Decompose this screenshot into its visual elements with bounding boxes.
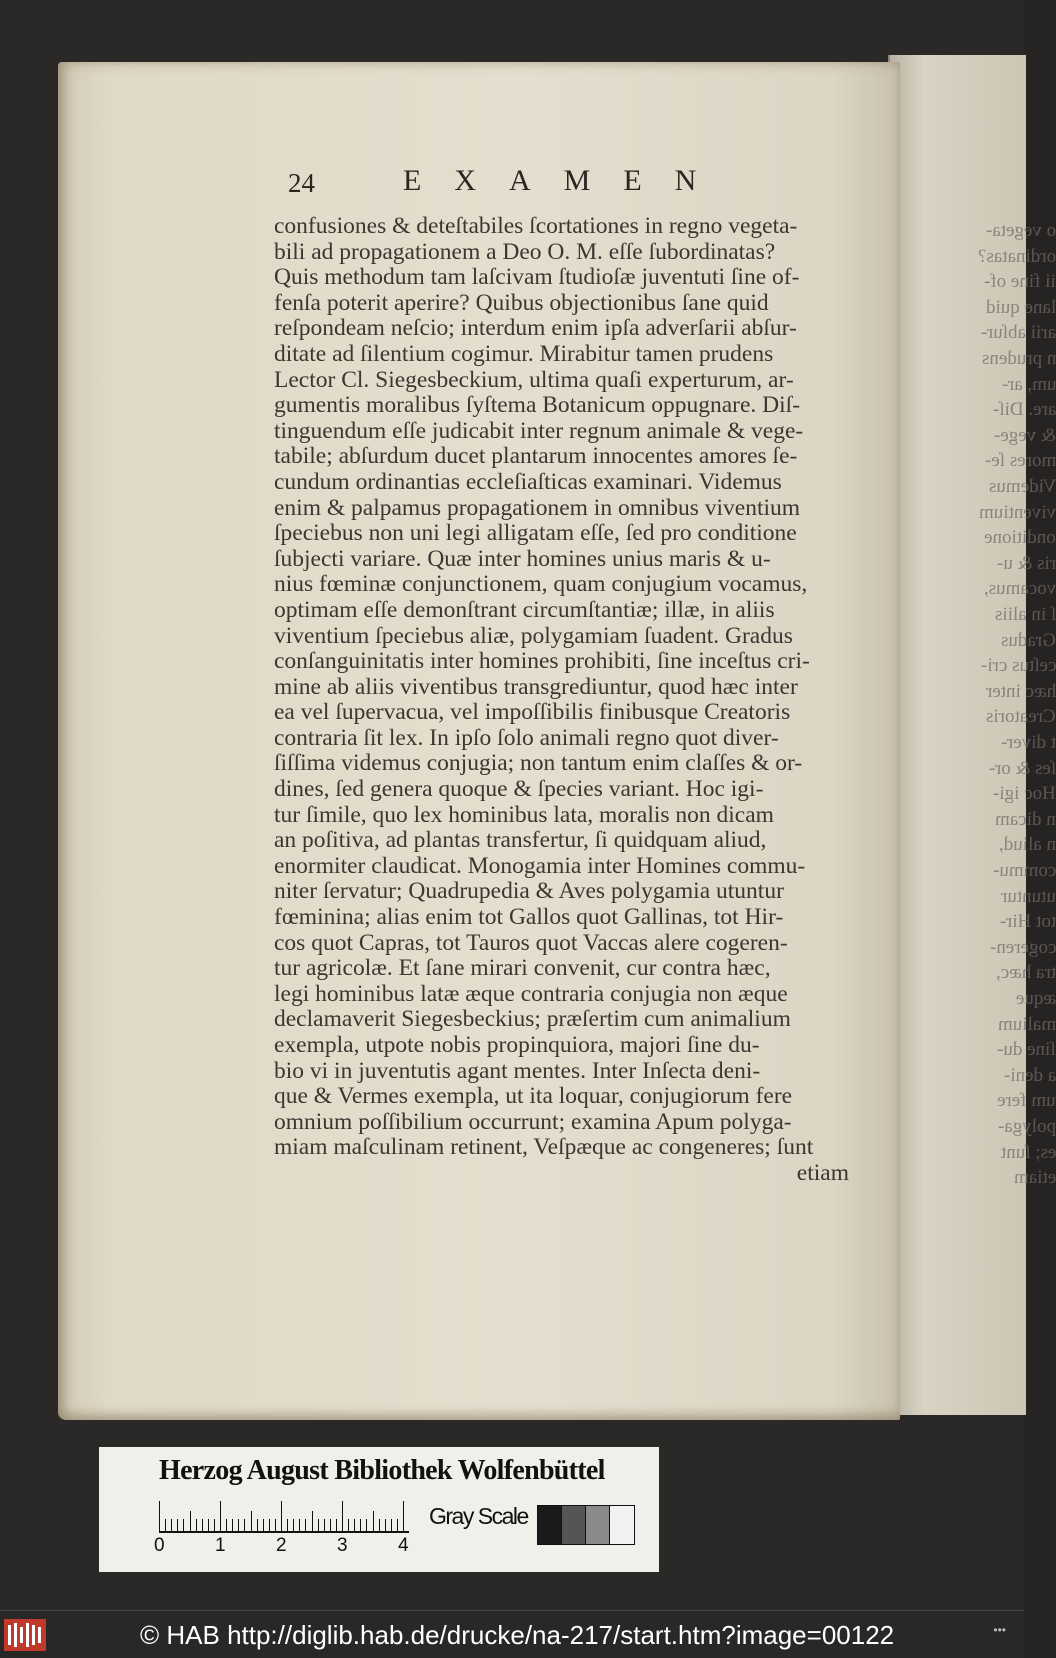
ruler-tick: [159, 1501, 160, 1531]
text-line: mine ab aliis viventibus transgrediuntur, quod hæc inter: [274, 675, 849, 701]
status-bar: [0, 1610, 1024, 1658]
bleed-through-line: n aliud,: [999, 834, 1056, 856]
bleed-through-line: ſine du-: [997, 1039, 1056, 1061]
bleed-through-line: t diver-: [1001, 732, 1056, 754]
color-target-card: [99, 1447, 659, 1572]
bleed-through-line: ris & u-: [997, 553, 1056, 575]
ruler-tick: [275, 1519, 276, 1531]
ruler-tick: [281, 1501, 282, 1531]
text-line: Quis methodum tam laſcivam ſtudioſæ juventuti ſine of-: [274, 265, 849, 291]
ruler-tick: [299, 1519, 300, 1531]
bleed-through-line: & vege-: [994, 425, 1056, 447]
text-line: legi hominibus latæ æque contraria conjugia non æque: [274, 982, 849, 1008]
body-text: [274, 214, 849, 1187]
bleed-through-line: a deni-: [1004, 1065, 1056, 1087]
scale-number: 3: [337, 1535, 348, 1557]
ruler-tick: [202, 1519, 203, 1531]
ruler-tick: [360, 1519, 361, 1531]
text-line: niter ſervatur; Quadrupedia & Aves polygamia utuntur: [274, 879, 849, 905]
opposite-page-edge: [888, 55, 1026, 1415]
ruler-tick: [330, 1519, 331, 1531]
text-line: que & Vermes exempla, ut ita loquar, conjugiorum fere: [274, 1084, 849, 1110]
bleed-through-line: ſ in aliis: [995, 604, 1056, 626]
ruler-tick: [366, 1519, 367, 1531]
ruler-tick: [391, 1519, 392, 1531]
ruler-tick: [183, 1519, 184, 1531]
grayscale-label: Gray Scale: [429, 1503, 528, 1530]
more-icon[interactable]: •••: [993, 1623, 1006, 1637]
text-line: cundum ordinantias eccleſiaſticas examinari. Videmus: [274, 470, 849, 496]
ruler-tick: [220, 1501, 221, 1531]
text-line: optimam eſſe demonſtrant circumſtantiæ; illæ, in aliis: [274, 598, 849, 624]
text-line: contraria ſit lex. In ipſo ſolo animali regno quot diver-: [274, 726, 849, 752]
bleed-through-line: Creatoris: [986, 706, 1056, 728]
ruler-tick: [238, 1519, 239, 1531]
bleed-through-line: um fere: [997, 1090, 1056, 1112]
page-header: [288, 164, 808, 204]
ruler-tick: [226, 1519, 227, 1531]
bleed-through-line: ſes & or-: [989, 758, 1056, 780]
bleed-through-line: arii abſur-: [981, 322, 1056, 344]
bleed-through-line: Gradus: [1001, 630, 1056, 652]
text-line: tabile; abſurdum ducet plantarum innocentes amores ſe-: [274, 444, 849, 470]
bleed-through-line: commu-: [993, 860, 1056, 882]
scale-number: 0: [154, 1535, 165, 1557]
ruler-tick: [342, 1501, 343, 1531]
ruler-tick: [244, 1519, 245, 1531]
text-line: bio vi in juventutis agant mentes. Inter Inſecta deni-: [274, 1059, 849, 1085]
ruler-tick: [263, 1519, 264, 1531]
book-page: [58, 62, 900, 1420]
text-line: gumentis moralibus ſyſtema Botanicum oppugnare. Diſ-: [274, 393, 849, 419]
bleed-through-line: Videmus: [989, 476, 1056, 498]
bleed-through-line: n prudens: [982, 348, 1056, 370]
bleed-through-line: polyga-: [998, 1116, 1056, 1138]
ruler-tick: [214, 1519, 215, 1531]
bleed-through-line: onditione: [984, 527, 1056, 549]
bleed-through-line: mores ſe-: [985, 450, 1056, 472]
ruler-tick: [379, 1519, 380, 1531]
ruler-tick: [354, 1519, 355, 1531]
bleed-through-line: tot Hir-: [1000, 911, 1056, 933]
text-line: exempla, utpote nobis propinquiora, majori ſine du-: [274, 1033, 849, 1059]
copyright-url[interactable]: © HAB http://diglib.hab.de/drucke/na-217/start.htm?image=00122: [140, 1620, 894, 1651]
text-line: dines, ſed genera quoque & ſpecies variant. Hoc igi-: [274, 777, 849, 803]
bleed-through-line: malium: [998, 1014, 1056, 1036]
ruler-tick: [305, 1519, 306, 1531]
ruler-tick: [336, 1519, 337, 1531]
ruler-tick: [324, 1519, 325, 1531]
ruler-tick: [269, 1519, 270, 1531]
text-line: omnium poſſibilium occurrunt; examina Apum polyga-: [274, 1110, 849, 1136]
bleed-through-line: tra hæc,: [996, 962, 1056, 984]
text-line: enim & palpamus propagationem in omnibus viventium: [274, 496, 849, 522]
ruler-tick: [257, 1519, 258, 1531]
text-line: tur ſimile, quo lex hominibus lata, moralis non dicam: [274, 803, 849, 829]
text-line: fenſa poterit aperire? Quibus objectionibus ſane quid: [274, 291, 849, 317]
text-line: fœminina; alias enim tot Gallos quot Gallinas, tot Hir-: [274, 905, 849, 931]
bleed-through-line: n dicam: [995, 809, 1056, 831]
text-line: ſubjecti variare. Quæ inter homines unius maris & u-: [274, 547, 849, 573]
text-line: viventium ſpeciebus aliæ, polygamiam ſuadent. Gradus: [274, 624, 849, 650]
page-number: 24: [288, 168, 315, 199]
bleed-through-line: es; ſunt: [1001, 1142, 1056, 1164]
bleed-through-line: viventium: [979, 502, 1056, 524]
text-line: cos quot Capras, tot Tauros quot Vaccas alere cogeren-: [274, 931, 849, 957]
ruler-tick: [348, 1519, 349, 1531]
hab-logo-icon: [4, 1619, 46, 1651]
ruler-tick: [373, 1511, 374, 1531]
bleed-through-line: ceſtus cri-: [981, 655, 1056, 677]
bleed-through-line: æque: [1016, 988, 1056, 1010]
text-line: Lector Cl. Siegesbeckium, ultima quaſi experturum, ar-: [274, 368, 849, 394]
bleed-through-line: vocamus,: [984, 578, 1056, 600]
bleed-through-line: um, ar-: [1002, 374, 1056, 396]
text-line: ſiſſima videmus conjugia; non tantum enim claſſes & or-: [274, 751, 849, 777]
scale-number: 4: [398, 1535, 409, 1557]
text-line: declamaverit Siegesbeckius; præſertim cum animalium: [274, 1007, 849, 1033]
text-line: bili ad propagationem a Deo O. M. eſſe ſubordinatas?: [274, 240, 849, 266]
text-line: miam maſculinam retinent, Veſpæque ac congeneres; ſunt: [274, 1135, 849, 1161]
ruler-tick: [318, 1519, 319, 1531]
ruler-tick: [190, 1511, 191, 1531]
bleed-through-line: lane quid: [986, 297, 1056, 319]
bleed-through-line: ordinatas?: [978, 246, 1056, 268]
grayscale-patch: [585, 1505, 611, 1545]
text-line: tur agricolæ. Et ſane mirari convenit, cur contra hæc,: [274, 956, 849, 982]
bleed-through-line: etiam: [1014, 1167, 1056, 1189]
text-line: etiam: [274, 1161, 849, 1187]
ruler-tick: [171, 1519, 172, 1531]
bleed-through-line: o vegeta-: [986, 220, 1056, 242]
bleed-through-line: Hoc igi-: [993, 783, 1056, 805]
ruler-tick: [293, 1519, 294, 1531]
ruler-tick: [403, 1501, 404, 1531]
scale-number: 1: [215, 1535, 226, 1557]
text-line: nius fœminæ conjunctionem, quam conjugium vocamus,: [274, 572, 849, 598]
running-title: EXAMEN: [403, 164, 729, 198]
bleed-through-line: hæc inter: [986, 681, 1056, 703]
ruler-tick: [385, 1519, 386, 1531]
grayscale-patch: [609, 1505, 635, 1545]
ruler-tick: [196, 1519, 197, 1531]
scale-number: 2: [276, 1535, 287, 1557]
text-line: confusiones & deteſtabiles ſcortationes in regno vegeta-: [274, 214, 849, 240]
bleed-through-line: ii fine of-: [984, 271, 1056, 293]
ruler-tick: [251, 1511, 252, 1531]
text-line: ſpeciebus non uni legi alligatam eſſe, ſed pro conditione: [274, 521, 849, 547]
ruler-tick: [232, 1519, 233, 1531]
scale-ruler: [159, 1501, 409, 1533]
grayscale-patch: [561, 1505, 587, 1545]
bleed-through-line: cogeren-: [990, 937, 1056, 959]
ruler-tick: [165, 1519, 166, 1531]
library-name: Herzog August Bibliothek Wolfenbüttel: [159, 1455, 605, 1487]
ruler-tick: [177, 1519, 178, 1531]
bleed-through-line: are. Diſ-: [993, 399, 1056, 421]
text-line: an poſitiva, ad plantas transfertur, ſi quidquam aliud,: [274, 828, 849, 854]
text-line: reſpondeam neſcio; interdum enim ipſa adverſarii abſur-: [274, 316, 849, 342]
text-line: ditate ad ſilentium cogimur. Mirabitur tamen prudens: [274, 342, 849, 368]
text-line: enormiter claudicat. Monogamia inter Homines commu-: [274, 854, 849, 880]
text-line: ea vel ſupervacua, vel impoſſibilis finibusque Creatoris: [274, 700, 849, 726]
ruler-tick: [287, 1519, 288, 1531]
ruler-tick: [397, 1519, 398, 1531]
text-line: tinguendum eſſe judicabit inter regnum animale & vege-: [274, 419, 849, 445]
grayscale-patch: [537, 1505, 563, 1545]
text-line: conſanguinitatis inter homines prohibiti, ſine inceſtus cri-: [274, 649, 849, 675]
ruler-tick: [312, 1511, 313, 1531]
ruler-tick: [208, 1519, 209, 1531]
bleed-through-line: utuntur: [1001, 886, 1056, 908]
